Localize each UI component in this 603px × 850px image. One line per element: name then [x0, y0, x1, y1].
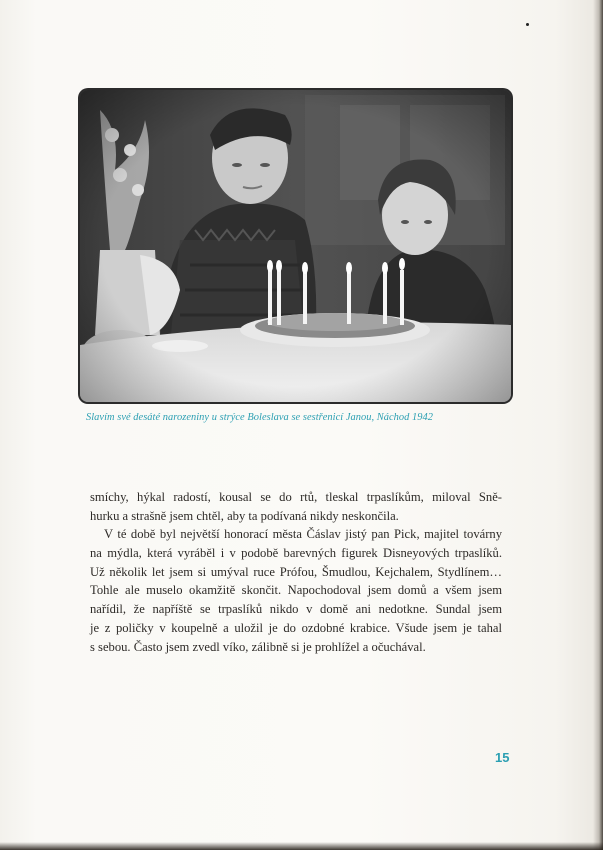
text-line: na mýdla, která vyráběl i v podobě barevných figurek Disneyových trpaslíků. [90, 546, 502, 561]
text-line: hurku a strašně jsem chtěl, aby ta podívaná nikdy neskončila. [90, 508, 399, 523]
text-line: nařídil, že napříště se trpaslíků nikdo v domě ani nedotkne. Sundal jsem [90, 602, 502, 617]
text-line: Už několik let jsem si umýval ruce Prófou, Šmudlou, Kejchalem, Stydlínem… [90, 564, 502, 579]
body-text [90, 488, 502, 656]
text-line: V té době byl největší honorací města Čáslav jistý pan Pick, majitel továrny [104, 527, 502, 542]
page-bottom-shadow [0, 842, 603, 850]
page-number: 15 [495, 750, 510, 765]
birthday-photograph [80, 90, 511, 402]
photo-caption: Slavím své desáté narozeniny u strýce Boleslava se sestřenicí Janou, Náchod 1942 [86, 412, 434, 423]
text-line: je z poličky v koupelně a uložil je do ozdobné krabice. Všude jsem je tahal [90, 620, 502, 635]
text-line: s sebou. Často jsem zvedl víko, zálibně si je prohlížel a očuchával. [90, 639, 426, 654]
page-edge-shadow [593, 0, 603, 850]
text-line: Tohle ale muselo okamžitě skončit. Napochodoval jsem domů a všem jsem [90, 583, 502, 598]
dust-speck [526, 23, 529, 26]
text-line: smíchy, hýkal radostí, kousal se do rtů, tleskal trpaslíkům, miloval Sně- [90, 490, 502, 504]
photo-illustration [80, 90, 511, 402]
